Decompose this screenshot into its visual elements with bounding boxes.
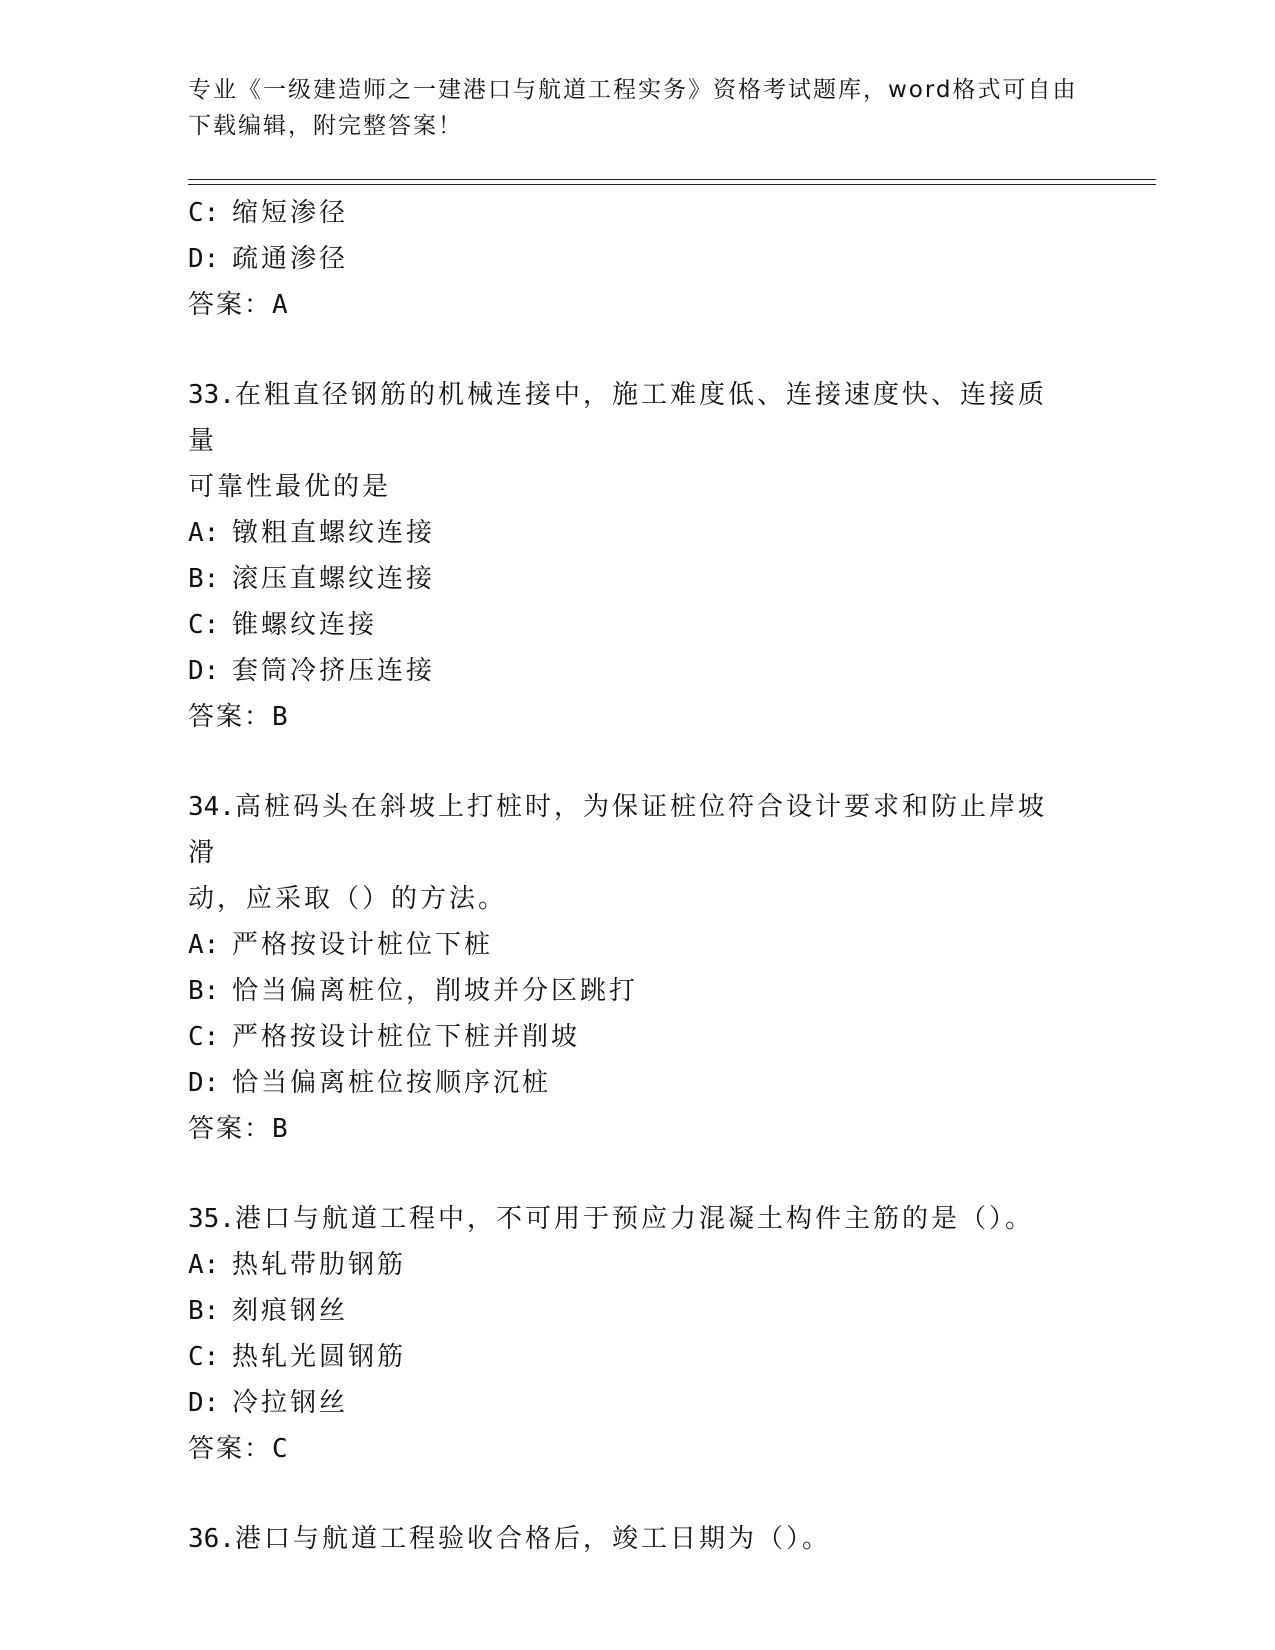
option-text: 热轧光圆钢筋	[232, 1342, 407, 1372]
option-text: 恰当偏离桩位，削坡并分区跳打	[232, 976, 639, 1006]
header-text-line-1: 专业《一级建造师之一建港口与航道工程实务》资格考试题库，word格式可自由	[188, 77, 1078, 103]
answer-prefix: 答案：	[188, 1114, 273, 1144]
option-text: 刻痕钢丝	[232, 1296, 349, 1326]
option-text: 严格按设计桩位下桩并削坡	[232, 1022, 581, 1052]
question-stem-line-2: 动，应采取（）的方法。	[188, 884, 508, 914]
answer-line	[188, 1426, 1088, 1472]
option-text: 冷拉钢丝	[232, 1388, 349, 1418]
question-stem-line-1: 在粗直径钢筋的机械连接中，施工难度低、连接速度快、连接质量	[188, 380, 1047, 456]
option-text: 恰当偏离桩位按顺序沉桩	[232, 1068, 552, 1098]
option-label: B:	[188, 976, 220, 1006]
question-35	[188, 1196, 1088, 1472]
answer-prefix: 答案：	[188, 702, 273, 732]
question-stem-line-2: 可靠性最优的是	[188, 472, 392, 502]
header-divider-top	[188, 179, 1156, 180]
question-number: 34.	[188, 792, 235, 822]
option-a	[188, 1242, 1088, 1288]
question-stem	[188, 784, 1068, 922]
question-content	[188, 190, 1088, 1562]
option-text: 套筒冷挤压连接	[232, 656, 436, 686]
option-d	[188, 648, 1088, 694]
question-stem	[188, 1196, 1068, 1242]
option-label: A:	[188, 1250, 220, 1280]
option-label: A:	[188, 518, 220, 548]
answer-value: A	[272, 290, 288, 320]
question-number: 33.	[188, 380, 235, 410]
option-label: D:	[188, 1068, 220, 1098]
option-d	[188, 236, 1088, 282]
question-number: 35.	[188, 1204, 235, 1234]
option-a	[188, 510, 1088, 556]
option-label: B:	[188, 1296, 220, 1326]
answer-line	[188, 1106, 1088, 1152]
page-header	[188, 72, 1088, 144]
option-a	[188, 922, 1088, 968]
option-label: C:	[188, 1342, 220, 1372]
option-c	[188, 602, 1088, 648]
option-label: C:	[188, 198, 220, 228]
option-label: D:	[188, 244, 220, 274]
answer-line	[188, 282, 1088, 328]
option-c	[188, 1014, 1088, 1060]
question-number: 36.	[188, 1524, 235, 1554]
option-b	[188, 968, 1088, 1014]
option-text: 热轧带肋钢筋	[232, 1250, 407, 1280]
option-text: 滚压直螺纹连接	[232, 564, 436, 594]
option-b	[188, 1288, 1088, 1334]
option-text: 疏通渗径	[232, 244, 349, 274]
option-label: D:	[188, 1388, 220, 1418]
question-stem-line-1: 港口与航道工程验收合格后，竣工日期为（）。	[234, 1524, 831, 1554]
option-d	[188, 1380, 1088, 1426]
question-stem	[188, 372, 1068, 510]
option-text: 缩短渗径	[232, 198, 349, 228]
header-divider-bottom	[188, 184, 1156, 185]
answer-value: B	[272, 702, 288, 732]
question-36	[188, 1516, 1088, 1562]
header-text-line-2: 下载编辑，附完整答案！	[188, 113, 463, 139]
option-label: D:	[188, 656, 220, 686]
option-label: B:	[188, 564, 220, 594]
question-33	[188, 372, 1088, 740]
question-stem-line-1: 港口与航道工程中，不可用于预应力混凝土构件主筋的是（）。	[234, 1204, 1034, 1234]
answer-value: C	[272, 1434, 288, 1464]
option-b	[188, 556, 1088, 602]
question-stem	[188, 1516, 1068, 1562]
option-label: C:	[188, 610, 220, 640]
answer-prefix: 答案：	[188, 290, 273, 320]
option-text: 严格按设计桩位下桩	[232, 930, 494, 960]
option-text: 镦粗直螺纹连接	[232, 518, 436, 548]
option-label: C:	[188, 1022, 220, 1052]
fragment-question	[188, 190, 1088, 328]
question-stem-line-1: 高桩码头在斜坡上打桩时，为保证桩位符合设计要求和防止岸坡滑	[188, 792, 1047, 868]
option-c	[188, 190, 1088, 236]
option-c	[188, 1334, 1088, 1380]
question-34	[188, 784, 1088, 1152]
option-text: 锥螺纹连接	[232, 610, 378, 640]
answer-line	[188, 694, 1088, 740]
answer-value: B	[272, 1114, 288, 1144]
answer-prefix: 答案：	[188, 1434, 273, 1464]
option-label: A:	[188, 930, 220, 960]
option-d	[188, 1060, 1088, 1106]
